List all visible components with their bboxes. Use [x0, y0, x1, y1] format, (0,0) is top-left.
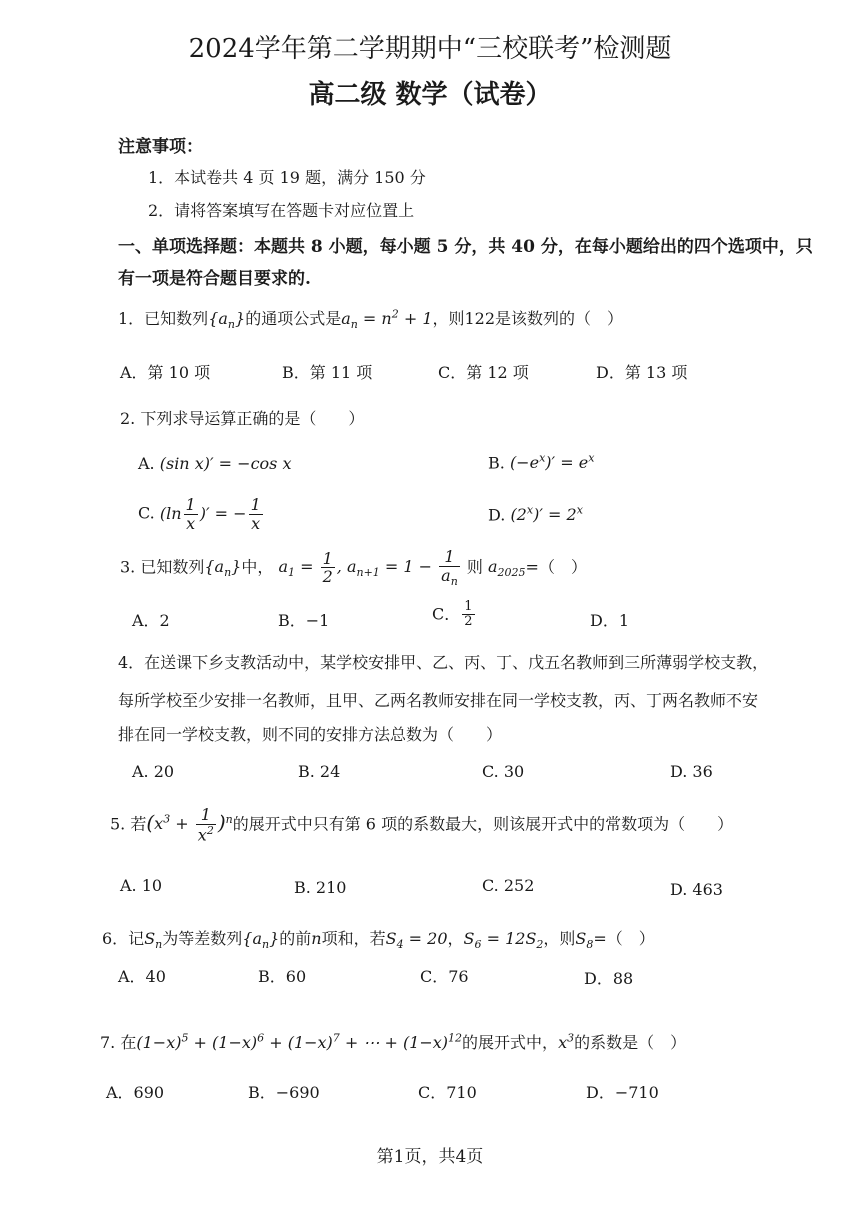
- question-6-option-d: D．88: [584, 969, 634, 988]
- question-6-option-c: C．76: [420, 967, 469, 986]
- question-4-option-b: B. 24: [298, 762, 341, 781]
- question-4-option-c: C. 30: [482, 762, 525, 781]
- question-3-option-b: B．−1: [278, 611, 330, 630]
- notice-heading: 注意事项：: [118, 137, 203, 157]
- notice-item-1: 1．本试卷共 4 页 19 题，满分 150 分: [148, 168, 426, 187]
- question-7-stem: 7. 在$(1-x)^5 + (1-x)^6 + (1-x)^7$ + ⋯ + $(1-x)^{12}$的展开式中，$x^3$的系数是（ ）: [100, 1031, 687, 1052]
- question-7-option-d: D．−710: [586, 1083, 659, 1102]
- question-4-option-a: A. 20: [132, 762, 175, 781]
- question-2-option-b: B. $(-e^x)' = e^x$: [488, 452, 595, 473]
- question-7-option-c: C．710: [418, 1083, 477, 1102]
- question-3-option-a: A．2: [132, 611, 170, 630]
- question-1-option-b: B．第 11 项: [282, 363, 373, 382]
- question-2-option-d: D. $(2^x)' = 2^x$: [488, 504, 583, 525]
- question-4-line-2: 每所学校至少安排一名教师，且甲、乙两名教师安排在同一学校支教，丙、丁两名教师不安: [118, 691, 759, 710]
- question-4-line-1: 4．在送课下乡支教活动中，某学校安排甲、乙、丙、丁、戊五名教师到三所薄弱学校支教，: [118, 653, 769, 672]
- question-2-option-c: C. (ln $\frac{1}{x}$ )′ = − $\frac{1}{x}$: [138, 495, 261, 533]
- question-3-option-c: C． $\frac{1}{2}$: [432, 599, 473, 630]
- question-3-stem: 3. 已知数列$\{a_n\}$中， $a_1$ = $\frac{1}{2}$ , $a_{n+1} = 1$ − $\frac{1}{a_n}$ 则 $a_{2025}=$（ ）: [120, 547, 587, 588]
- question-6-option-b: B．60: [258, 967, 307, 986]
- question-3-option-d: D．1: [590, 611, 630, 630]
- question-4-line-3: 排在同一学校支教，则不同的安排方法总数为（ ）: [118, 725, 503, 744]
- exam-subtitle: 高二级 数学（试卷）: [308, 80, 552, 110]
- section-heading-line2: 有一项是符合题目要求的.: [118, 269, 311, 289]
- question-2-stem: 2. 下列求导运算正确的是（ ）: [120, 409, 365, 428]
- question-6-option-a: A．40: [118, 967, 166, 986]
- page-footer: 第1页，共4页: [376, 1147, 484, 1167]
- section-heading-line1: 一、单项选择题：本题共 8 小题，每小题 5 分，共 40 分，在每小题给出的四个选项中，只: [118, 237, 813, 257]
- question-5-option-b: B. 210: [294, 878, 347, 897]
- question-1-option-c: C．第 12 项: [438, 363, 529, 382]
- question-5-option-c: C. 252: [482, 876, 535, 895]
- question-7-option-a: A．690: [106, 1083, 165, 1102]
- question-1-option-a: A．第 10 项: [120, 363, 211, 382]
- question-5-option-a: A. 10: [120, 876, 163, 895]
- question-1-stem: 1．已知数列$\{a_n\}$的通项公式是$a_n = n^2 + 1$，则122是该数列的（ ）: [118, 307, 624, 332]
- question-7-option-b: B．−690: [248, 1083, 320, 1102]
- question-4-option-d: D. 36: [670, 762, 713, 781]
- question-1-option-d: D．第 13 项: [596, 363, 688, 382]
- notice-item-2: 2．请将答案填写在答题卡对应位置上: [148, 201, 415, 220]
- exam-title: 2024学年第二学期期中“三校联考”检测题: [188, 34, 672, 64]
- question-5-stem: 5. 若($x^3$ + $\frac{1}{x^2}$ )$^n$的展开式中只有第 6 项的系数最大，则该展开式中的常数项为（ ）: [110, 805, 734, 844]
- question-5-option-d: D. 463: [670, 880, 723, 899]
- question-2-option-a: A. (sin x)′ = −cos x: [138, 454, 292, 473]
- question-6-stem: 6．记$S_n$为等差数列$\{a_n\}$的前n项和，若$S_4 = 20$，$S_6 = 12S_2$，则$S_8=$（ ）: [102, 929, 655, 952]
